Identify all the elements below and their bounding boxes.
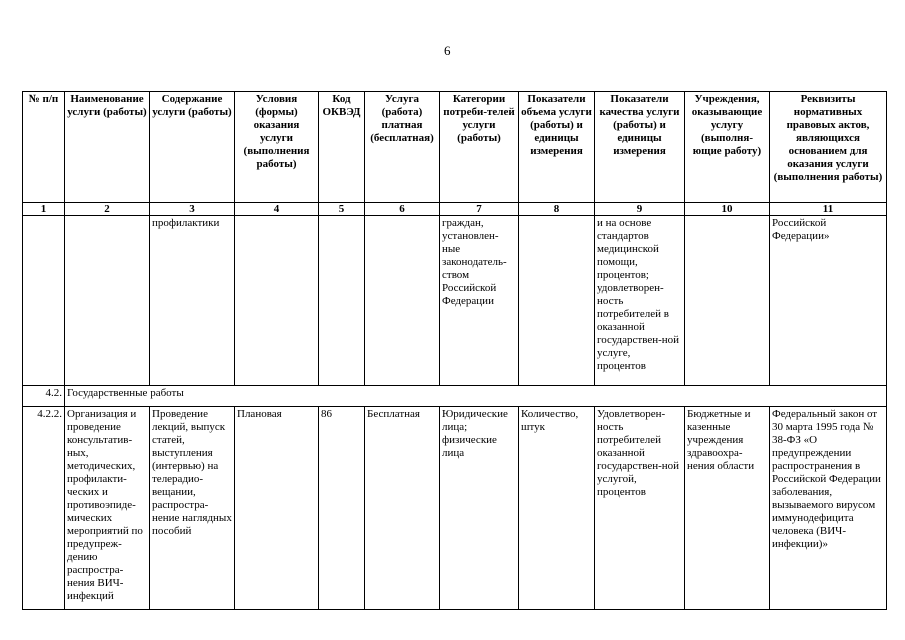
table-cell	[65, 216, 150, 386]
table-cell	[319, 216, 365, 386]
column-number: 10	[685, 203, 770, 216]
table-cell: 86	[319, 407, 365, 610]
column-number: 6	[365, 203, 440, 216]
table-cell: Бесплатная	[365, 407, 440, 610]
header-cell: Наименование услуги (работы)	[65, 92, 150, 203]
page-number: 6	[444, 43, 451, 58]
column-number: 2	[65, 203, 150, 216]
column-number: 1	[23, 203, 65, 216]
section-number: 4.2.	[23, 386, 65, 407]
table-cell	[519, 216, 595, 386]
table-cell: Федеральный закон от 30 марта 1995 года № 38-ФЗ «О предупреждении распространения в Российской Федерации заболевания, вызываемого вирусом иммунодефицита человека (ВИЧ-инфекции)»	[770, 407, 887, 610]
table-cell: Плановая	[235, 407, 319, 610]
column-number: 9	[595, 203, 685, 216]
column-number: 4	[235, 203, 319, 216]
column-number: 11	[770, 203, 887, 216]
header-cell: Показатели объема услуги (работы) и единицы измерения	[519, 92, 595, 203]
table-cell: Юридические лица; физические лица	[440, 407, 519, 610]
table-cell: Бюджетные и казенные учреждения здравоохра-нения области	[685, 407, 770, 610]
header-cell: Категории потреби-телей услуги (работы)	[440, 92, 519, 203]
table-cell: и на основе стандартов медицинской помощи, процентов; удовлетворен-ность потребителей в оказанной государствен-ной услуге, процентов	[595, 216, 685, 386]
section-row	[23, 386, 887, 407]
header-cell: Реквизиты нормативных правовых актов, являющихся основанием для оказания услуги (выполнения работы)	[770, 92, 887, 203]
table-cell: Количество, штук	[519, 407, 595, 610]
table-cell	[685, 216, 770, 386]
column-number-row	[23, 203, 887, 216]
table-cell: Проведение лекций, выпуск статей, выступления (интервью) на телерадио-вещании, распростра-нение наглядных пособий	[150, 407, 235, 610]
continuation-row	[23, 216, 887, 386]
column-number: 8	[519, 203, 595, 216]
table-cell: 4.2.2.	[23, 407, 65, 610]
table-cell: профилактики	[150, 216, 235, 386]
section-title: Государственные работы	[65, 386, 887, 407]
header-cell: Код ОКВЭД	[319, 92, 365, 203]
table-cell	[365, 216, 440, 386]
services-table	[22, 91, 887, 610]
header-cell: Показатели качества услуги (работы) и единицы измерения	[595, 92, 685, 203]
table-cell: Организация и проведение консультатив-ных, методических, профилакти-ческих и противоэпиде-мических мероприятий по предупреж-дению распростра-нения ВИЧ-инфекций	[65, 407, 150, 610]
header-cell: Услуга (работа) платная (бесплатная)	[365, 92, 440, 203]
header-row	[23, 92, 887, 203]
header-cell: Содержание услуги (работы)	[150, 92, 235, 203]
table-cell	[235, 216, 319, 386]
table-cell: граждан, установлен-ные законодатель-ством Российской Федерации	[440, 216, 519, 386]
header-cell: Условия (формы) оказания услуги (выполнения работы)	[235, 92, 319, 203]
table-cell	[23, 216, 65, 386]
column-number: 3	[150, 203, 235, 216]
table-cell: Удовлетворен-ность потребителей оказанной государствен-ной услугой, процентов	[595, 407, 685, 610]
table-cell: Российской Федерации»	[770, 216, 887, 386]
header-cell: Учреждения, оказывающие услугу (выполня-ющие работу)	[685, 92, 770, 203]
column-number: 5	[319, 203, 365, 216]
header-cell: № п/п	[23, 92, 65, 203]
service-row	[23, 407, 887, 610]
column-number: 7	[440, 203, 519, 216]
